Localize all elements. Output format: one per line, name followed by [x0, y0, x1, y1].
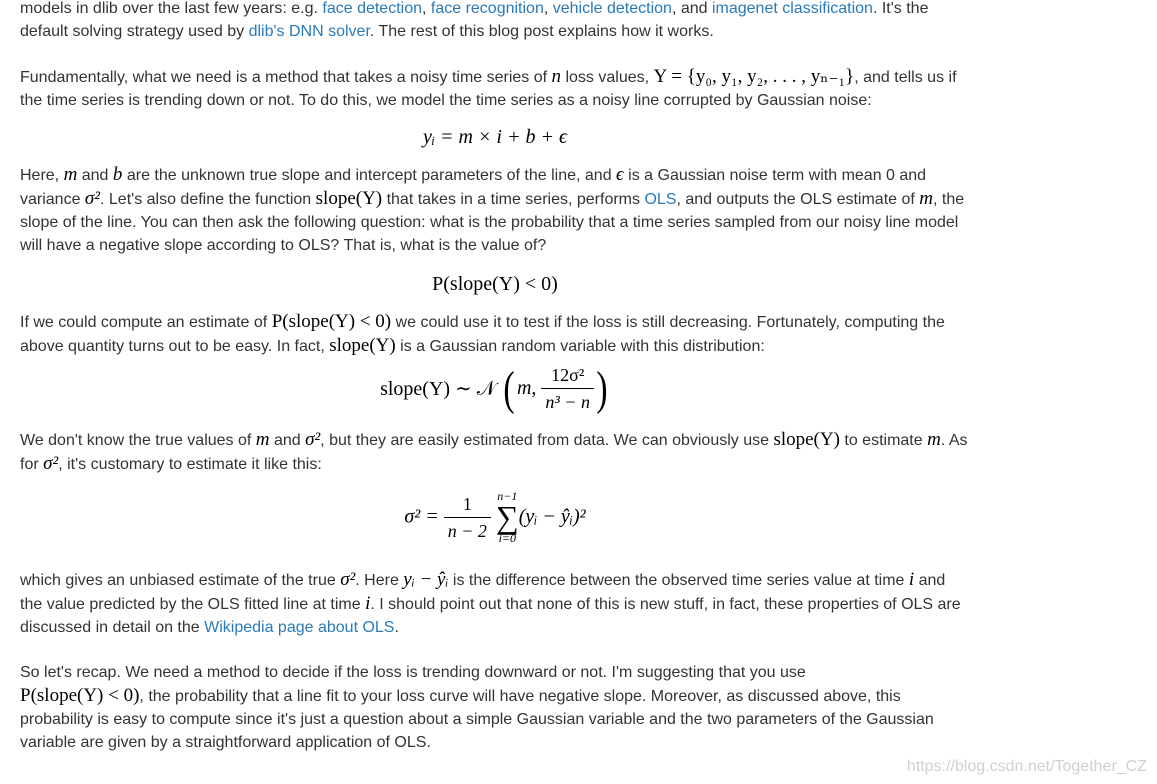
text: .	[394, 619, 399, 636]
text: loss values,	[561, 69, 654, 86]
math-slope: slope(Y)	[773, 429, 840, 450]
math-i: i	[365, 593, 371, 614]
math-slope: slope(Y)	[315, 188, 383, 209]
math-probability: P(slope(Y) < 0)	[20, 685, 140, 706]
math-residual: yᵢ − ŷᵢ	[403, 569, 449, 590]
text: , the probability that a line fit to your loss curve will have negative slope. Moreover, as discussed above, this probability is easy to compute since it's just a question about a simple Gaussian variable and the two parameters of the Gaussian variable are given by a straightforward application of OLS.	[20, 688, 934, 751]
fraction-normalizer	[444, 493, 491, 542]
math-mean: m,	[516, 377, 537, 399]
paragraph-estimate	[20, 310, 970, 358]
math-m: m	[919, 188, 934, 209]
text: , it's customary to estimate it like this:	[58, 456, 322, 473]
math-sigma-squared: σ²	[43, 453, 59, 474]
text: , and outputs the OLS estimate of	[676, 191, 920, 208]
equation-variance-estimate	[20, 490, 970, 554]
text: , the slope of the line. You can then ask the following question: what is the probability that a time series sampled from our noisy line model will have a negative slope according to OLS? That is, what is the value of?	[20, 191, 965, 254]
text: to estimate	[839, 432, 928, 449]
sum-upper-limit: n−1	[497, 489, 518, 503]
text: . It's the default solving strategy used by	[20, 0, 929, 40]
math-lhs: σ² =	[404, 505, 439, 528]
text: that takes in a time series, performs	[382, 191, 645, 208]
text: If we could compute an estimate of	[20, 314, 272, 331]
text: which gives an unbiased estimate of the true	[20, 572, 341, 589]
link-face-recognition[interactable]: face recognition	[430, 0, 544, 17]
paren-close: )	[596, 361, 608, 415]
text: So let's recap. We need a method to decide if the loss is trending downward or not. I'm suggesting that you use	[20, 664, 806, 681]
equation-slope-distribution	[20, 361, 970, 424]
link-dnn-solver[interactable]: dlib's DNN solver	[248, 23, 370, 40]
link-vehicle-detection[interactable]: vehicle detection	[552, 0, 672, 17]
text: is a Gaussian noise term with mean 0 and variance	[20, 167, 927, 208]
math-probability: P(slope(Y) < 0)	[271, 311, 392, 332]
math-b: b	[112, 164, 123, 185]
math-epsilon: ϵ	[616, 164, 624, 185]
math-m: m	[63, 164, 78, 185]
text: , and tells us if the time series is trending down or not. To do this, we model the time series as a noisy line corrupted by Gaussian noise:	[20, 69, 957, 109]
math-series-set: Y = {y₀, y₁, y₂, . . . , yₙ₋₁}	[653, 66, 855, 87]
sigma-symbol: ∑	[495, 499, 519, 535]
math-lhs: slope(Y) ∼ 𝒩	[380, 378, 496, 400]
text: are the unknown true slope and intercept parameters of the line, and	[122, 167, 617, 184]
text: . I should point out that none of this is new stuff, in fact, these properties of OLS are discussed in detail on the	[20, 596, 961, 636]
text: . The rest of this blog post explains how it works.	[369, 23, 714, 40]
paragraph-intro	[20, 0, 970, 43]
denominator: n − 2	[447, 520, 487, 541]
summation	[496, 490, 519, 544]
text: ,	[543, 0, 553, 17]
text: and the value predicted by the OLS fitted line at time	[20, 572, 946, 613]
link-face-detection[interactable]: face detection	[322, 0, 422, 17]
text: and	[77, 167, 113, 184]
text: . As for	[20, 432, 968, 473]
sum-lower-limit: i=0	[498, 531, 517, 545]
equation-probability: P(slope(Y) < 0)	[432, 273, 558, 295]
paragraph-model	[20, 65, 970, 112]
text: , and	[671, 0, 712, 17]
denominator: n³ − n	[545, 392, 590, 412]
paragraph-recap	[20, 661, 970, 754]
article-body	[20, 0, 970, 754]
text: we could use it to test if the loss is still decreasing. Fortunately, computing the above quantity turns out to be easy. In fact,	[20, 314, 945, 355]
text: ,	[422, 0, 431, 17]
equation-line-model: yᵢ = m × i + b + ϵ	[422, 126, 568, 148]
math-i: i	[908, 569, 915, 590]
paragraph-unknowns	[20, 428, 970, 476]
math-sigma-squared: σ²	[340, 569, 356, 590]
math-sigma-squared: σ²	[84, 188, 100, 209]
link-imagenet-classification[interactable]: imagenet classification	[711, 0, 873, 17]
text: Here,	[20, 167, 64, 184]
text: , but they are easily estimated from data. We can obviously use	[320, 432, 774, 449]
text: . Here	[355, 572, 404, 589]
math-residual-squared: (yᵢ − ŷᵢ)²	[518, 505, 586, 528]
watermark: https://blog.csdn.net/Together_CZ	[906, 758, 1147, 775]
text: is a Gaussian random variable with this distribution:	[395, 338, 765, 355]
text: . Let's also define the function	[100, 191, 316, 208]
numerator: 12σ²	[541, 364, 594, 389]
numerator: 1	[444, 493, 491, 518]
text: and	[269, 432, 306, 449]
math-sigma-squared: σ²	[305, 429, 321, 450]
math-m: m	[255, 429, 270, 450]
text: Fundamentally, what we need is a method that takes a noisy time series of	[20, 69, 552, 86]
math-n: n	[551, 66, 562, 87]
paren-open: (	[503, 361, 515, 415]
link-ols[interactable]: OLS	[644, 191, 677, 208]
math-m: m	[927, 429, 941, 450]
fraction-variance	[541, 364, 594, 413]
link-wikipedia-ols[interactable]: Wikipedia page about OLS	[204, 619, 395, 636]
text: We don't know the true values of	[20, 432, 256, 449]
text: models in dlib over the last few years: e.g.	[20, 0, 323, 17]
paragraph-definitions	[20, 163, 970, 257]
math-slope: slope(Y)	[329, 335, 396, 356]
paragraph-unbiased	[20, 568, 970, 639]
text: is the difference between the observed time series value at time	[448, 572, 909, 589]
